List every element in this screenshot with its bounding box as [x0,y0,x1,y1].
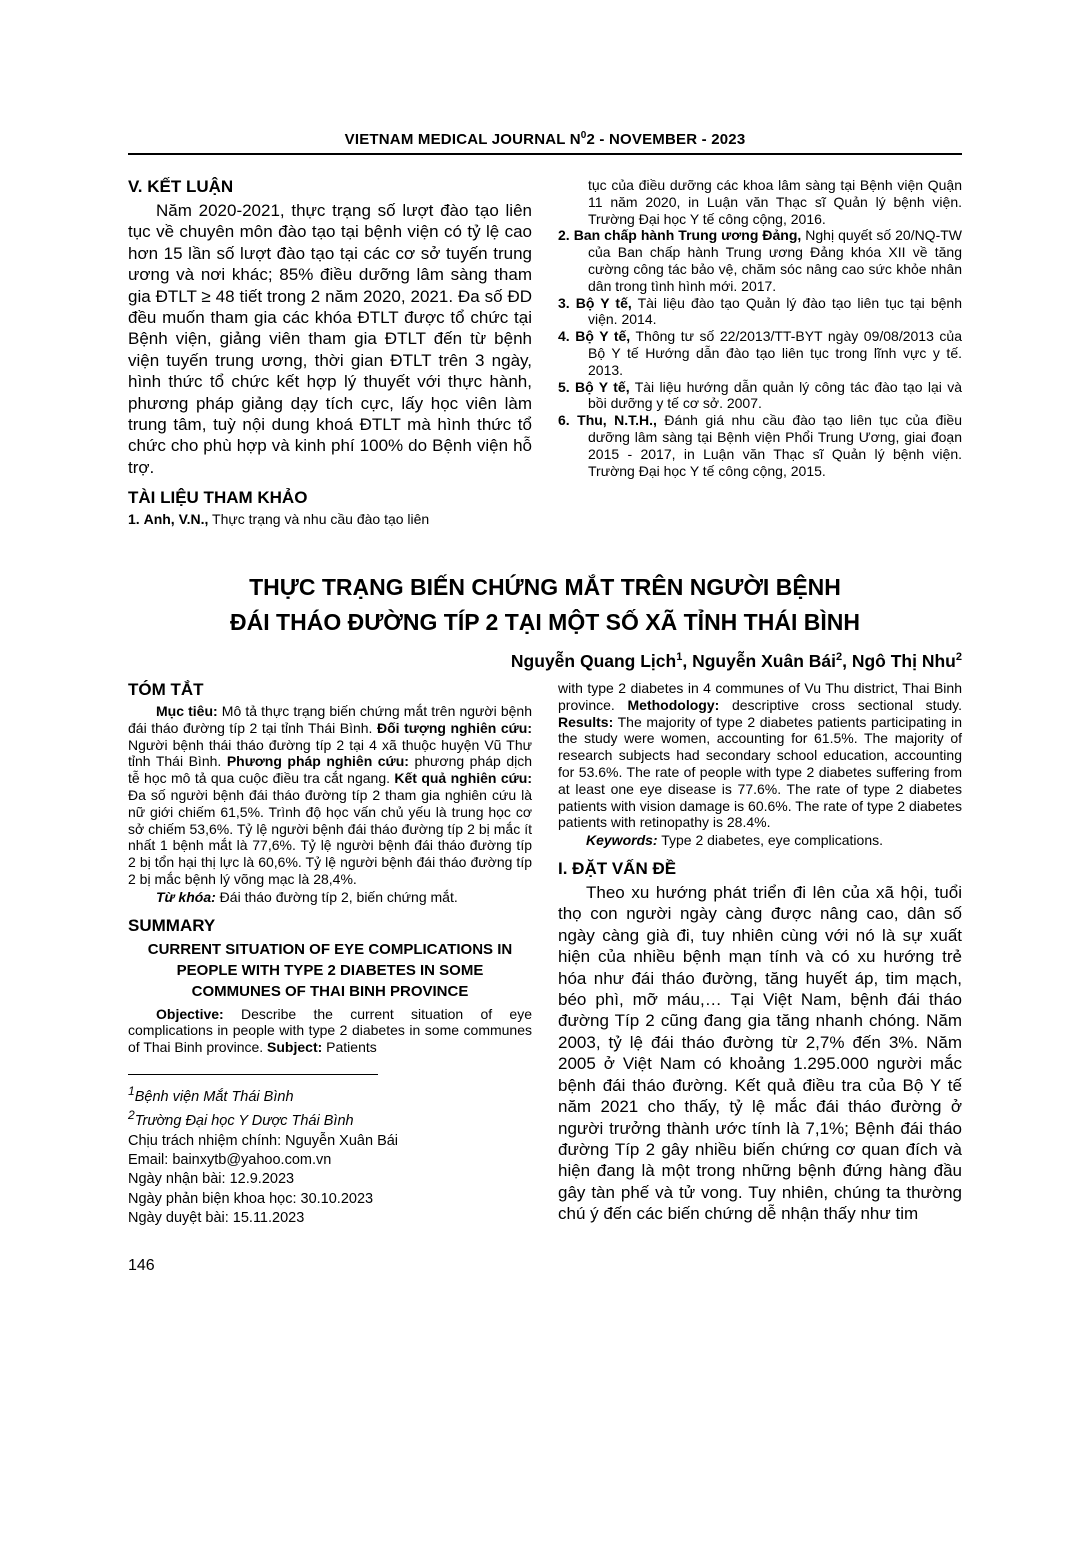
journal-title-post: 2 - NOVEMBER - 2023 [586,131,746,148]
author-1: Nguyễn Quang Lịch [510,651,677,672]
received-date-line: Ngày nhận bài: 12.9.2023 [128,1171,295,1188]
affiliation-2-text: Trường Đại học Y Dược Thái Bình [134,1113,354,1130]
reference-2-text: Nghị quyết số 20/NQ-TW của Ban chấp hành Trung ương Đảng khóa XII về tăng cường công tác bảo vệ, chăm sóc nâng cao sức khỏe nhân dân trong tình hình mới. 2017. [588,227,963,294]
reference-1-text: Thực trạng và nhu cầu đào tạo liên [208,511,430,528]
reference-item-3 [558,295,962,329]
summary-keywords-line [558,832,962,849]
review-date-line: Ngày phản biện khoa học: 30.10.2023 [128,1190,374,1207]
reference-item-4 [558,328,962,378]
abstract-subject-label: Đối tượng nghiên cứu: [376,719,532,736]
conclusion-heading: V. KẾT LUẬN [128,177,234,196]
abstract-objective-text: Mô tả thực trạng biến chứng mắt trên người bệnh đái tháo đường típ 2 tại tỉnh Thái Bình. [128,703,532,736]
abstract-results-text: Đa số người bệnh đái tháo đường típ 2 tham gia nghiên cứu là nữ giới chiếm 61,5%. Trình độ học vấn chủ yếu là trung học cơ sở chiếm 53,6%. Tỷ lệ người bệnh đái tháo đường típ 2 bị mắc ít nhất 1 bệnh mắt là 77,6%. Tỷ lệ người bệnh đái tháo đường típ 2 bị tổn hại thị lực là 60,6%. Tỷ lệ người bệnh đái tháo đường típ 2 bị mắc bệnh lý võng mạc là 28,4%. [128,787,532,888]
abstract-method-label: Phương pháp nghiên cứu: [226,753,409,770]
corresponding-author-line: Chịu trách nhiệm chính: Nguyễn Xuân Bái [128,1132,399,1149]
right-column-top [558,177,962,528]
journal-title-pre: VIETNAM MEDICAL JOURNAL N [344,131,581,148]
reference-1-author: Anh, V.N., [143,511,209,528]
article-title-line2: ĐÁI THÁO ĐƯỜNG TÍP 2 TẠI MỘT SỐ XÃ TỈNH THÁI BÌNH [230,608,860,635]
abstract-keywords-line [128,889,532,906]
summary-english-title: CURRENT SITUATION OF EYE COMPLICATIONS IN PEOPLE WITH TYPE 2 DIABETES IN SOME COMMUNES OF THAI BINH PROVINCE [147,940,513,1000]
reference-4-number: 4. [558,328,570,345]
author-separator-2: , [842,651,852,672]
summary-results-text: The majority of type 2 diabetes patients participating in the study were women, accounting for 61.5%. The majority of research subjects had secondary school education, accounting for 53.6%. The rate of people with type 2 diabetes suffering from at least one eye disease is 77.6%. The rate of type 2 diabetes patients with vision damage is 60.6%. The rate of type 2 diabetes patients with retinopathy is 28.4%. [558,713,962,831]
affiliation-2 [128,1107,532,1131]
summary-heading: SUMMARY [128,915,216,935]
right-column-main [558,680,962,1275]
footnote-separator [128,1074,378,1075]
affiliation-1-text: Bệnh viện Mắt Thái Bình [134,1088,294,1105]
left-column-top [128,177,532,528]
introduction-paragraph: Theo xu hướng phát triển đi lên của xã hội, tuổi thọ con người ngày càng được nâng cao, dân số ngày càng già đi, tuy nhiên cùng với nó là sự xuất hiện của nhiều bệnh mạn tính và có xu hướng trẻ hóa như đái tháo đường, tăng huyết áp, tim mạch, béo phì, mỡ máu,… Tại Việt Nam, bệnh đái tháo đường Típ 2 cũng đang gia tăng nhanh chóng. Năm 2003, tỷ lệ đái tháo đường từ 2,7% đến 3%. Năm 2005 ở Việt Nam có khoảng 1.295.000 người mắc bệnh đái tháo đường. Kết quả điều tra của Bộ Y tế năm 2021 cho thấy, tỷ lệ mắc đái tháo đường ở người trưởng thành ước tính là 7,1%; Bệnh đái tháo đường Típ 2 gây nhiều biến chứng cơ quan đích và hiện đang là một trong những bệnh đứng hàng đầu gây tàn phế và tử vong. Tuy nhiên, chúng ta thường chú ý đến các biến chứng dễ nhận thấy như tim [558,883,962,1224]
reference-1-continuation: tục của điều dưỡng các khoa lâm sàng tại Bệnh viện Quận 11 năm 2020, in Luận văn Thạc sĩ Quản lý bệnh viện. Trường Đại học Y tế công cộng, 2016. [588,177,962,227]
keywords-text-en: Type 2 diabetes, eye complications. [657,832,884,849]
footnote-block [128,1074,532,1229]
reference-6-author: Thu, N.T.H., [577,412,657,429]
reference-5-text: Tài liệu hướng dẫn quản lý công tác đào tạo lại và bồi dưỡng y tế cơ sở. 2007. [588,378,962,412]
journal-title-text [345,131,746,148]
author-separator-1: , [682,651,693,672]
reference-6-text: Đánh giá nhu cầu đào tạo liên tục của điều dưỡng lâm sàng tại Bệnh viện Phổi Trung Ương, giai đoạn 2015 - 2017, in Luận văn Thạc sĩ Quản lý bệnh viện. Trường Đại học Y tế công cộng, 2015. [588,412,963,479]
reference-5-number: 5. [558,378,570,395]
top-section [128,177,962,528]
author-3-affiliation-mark: 2 [955,651,962,664]
abstract-results-label: Kết quả nghiên cứu: [394,770,532,787]
reference-4-author: Bộ Y tế, [575,328,631,345]
author-1-affiliation-mark: 1 [676,651,683,664]
conclusion-paragraph: Năm 2020-2021, thực trạng số lượt đào tạo liên tục về chuyên môn đào tạo tại bệnh viện có tỷ lệ cao hơn 15 lần số lượt đào tạo tại các cơ sở tuyến trung ương và nơi khác; 85% điều dưỡng lâm sàng tham gia ĐTLT ≥ 48 tiết trong 2 năm 2020, 2021. Đa số ĐD đều muốn tham gia các khóa ĐTLT được tổ chức tại Bệnh viện, giảng viên tham gia ĐTLT đến từ bệnh viện tuyến trung ương, thời gian ĐTLT trên 3 ngày, hình thức tổ chức kết hợp lý thuyết với thực hành, phương pháp giảng dạy tích cực, lấy học viên làm trung tâm, tuỳ nội dung khoá ĐTLT mà hình thức tổ chức cho phù hợp và kinh phí 100% do Bệnh viện hỗ trợ. [128,201,532,477]
main-section [128,680,962,1275]
abstract-method-text: phương pháp dịch tễ học mô tả qua cuộc điều tra cắt ngang. [128,753,533,787]
summary-methodology-label: Methodology: [627,696,720,713]
article-title-line1: THỰC TRẠNG BIẾN CHỨNG MẮT TRÊN NGƯỜI BỆNH [249,574,841,601]
keywords-label-en: Keywords: [586,832,658,849]
summary-objective-text: Describe the current situation of eye complications in people with type 2 diabetes in some communes of Thai Binh province. [128,1005,532,1056]
reference-item-2 [558,227,962,294]
introduction-heading: I. ĐẶT VẤN ĐỀ [558,859,677,879]
summary-results-label: Results: [558,713,614,730]
reference-2-author: Ban chấp hành Trung ương Đảng, [573,227,802,244]
journal-header [128,130,962,155]
reference-item-1 [128,511,532,528]
reference-3-author: Bộ Y tế, [575,294,632,311]
references-heading: TÀI LIỆU THAM KHẢO [128,488,308,508]
authors-line [128,651,962,672]
summary-objective-label: Objective: [156,1005,224,1022]
author-2-affiliation-mark: 2 [836,651,843,664]
summary-paragraph-right [558,680,962,831]
page-number: 146 [128,1256,155,1274]
reference-4-text: Thông tư số 22/2013/TT-BYT ngày 09/08/2013 của Bộ Y tế Hướng dẫn đào tạo liên tục trong lĩnh vực y tế. 2013. [588,328,962,378]
summary-continuation-text: with type 2 diabetes in 4 communes of Vu Thu district, Thai Binh province. [558,680,962,713]
affiliation-2-mark: 2 [128,1108,135,1123]
author-2: Nguyễn Xuân Bái [692,651,836,672]
email-line: Email: bainxytb@yahoo.com.vn [128,1151,332,1168]
affiliation-1-mark: 1 [128,1084,135,1099]
article-header [128,570,962,672]
affiliation-1 [128,1083,532,1107]
reference-6-number: 6. [558,412,570,429]
abstract-subject-text: Người bệnh thái tháo đường típ 2 tại 4 xã thuộc huyện Vũ Thư tỉnh Thái Bình. [128,736,532,770]
reference-5-author: Bộ Y tế, [575,378,630,395]
reference-item-6 [558,412,962,479]
summary-subject-text: Patients [322,1039,377,1056]
keywords-text-vi: Đái tháo đường típ 2, biến chứng mắt. [215,888,458,905]
abstract-objective-label: Mục tiêu: [156,703,218,720]
reference-2-number: 2. [558,227,570,244]
reference-3-number: 3. [558,294,570,311]
abstract-heading: TÓM TẮT [128,680,204,700]
reference-1-number: 1. [128,511,140,528]
accepted-date-line: Ngày duyệt bài: 15.11.2023 [128,1210,305,1227]
reference-3-text: Tài liệu đào tạo Quản lý đào tạo liên tục tại bệnh viện. 2014. [588,294,963,328]
article-title [128,570,962,639]
summary-methodology-text: descriptive cross sectional study. [719,696,962,713]
summary-paragraph-left [128,1006,532,1056]
journal-title-superscript: 0 [580,130,587,141]
reference-item-5 [558,379,962,413]
keywords-label-vi: Từ khóa: [156,888,216,905]
abstract-paragraph [128,703,532,888]
author-3: Ngô Thị Nhu [851,651,956,672]
left-column-main [128,680,532,1275]
summary-subject-label: Subject: [267,1039,323,1056]
